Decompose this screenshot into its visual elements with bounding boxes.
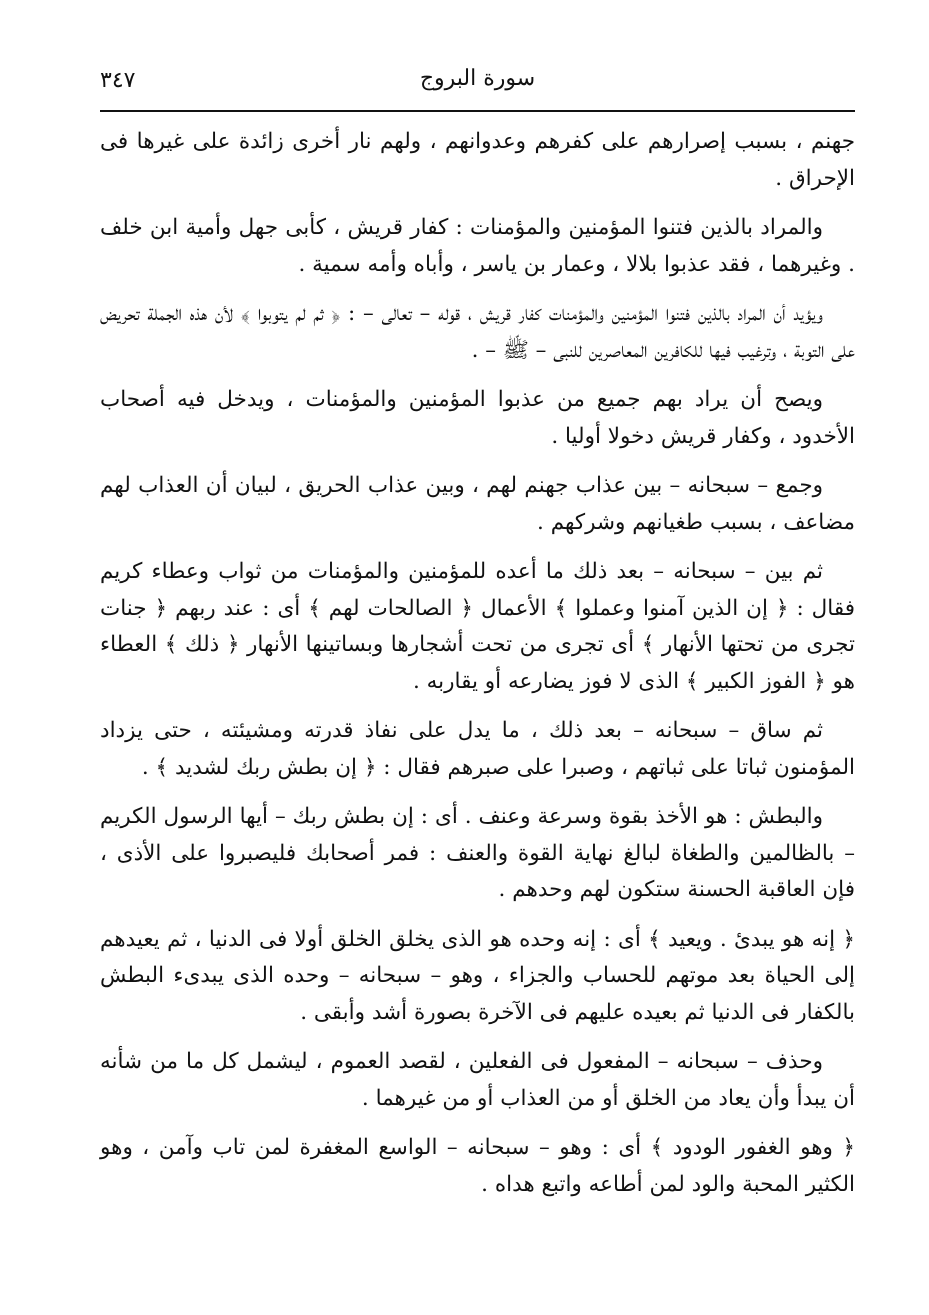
- book-page: [100, 62, 855, 1282]
- paragraph: ﴿ إنه هو يبدئ . ويعيد ﴾ أى : إنه وحده هو الذى يخلق الخلق أولا فى الدنيا ، ثم يعيدهم إلى الحياة بعد موتهم للحساب والجزاء ، وهو – سبحانه – وحده الذى يبدىء البطش بالكفار فى الدنيا ثم بعيده عليهم فى الآخرة بصورة أشد وأبقى .: [100, 926, 855, 1025]
- paragraph: والمراد بالذين فتنوا المؤمنين والمؤمنات : كفار قريش ، كأبى جهل وأمية ابن خلف . وغيرهما ، فقد عذبوا بلالا ، وعمار بن ياسر ، وأباه وأمه سمية .: [100, 215, 855, 277]
- paragraph: ويؤيد أن المراد بالذين فتنوا المؤمنين والمؤمنات كفار قريش ، قوله – تعالى – : ﴿ ثم لم يتوبوا ﴾ لأن هذه الجملة تحريض على التوبة ، وترغيب فيها للكافرين المعاصرين للنبى – ﷺ – .: [100, 301, 855, 363]
- paragraph: ويصح أن يراد بهم جميع من عذبوا المؤمنين والمؤمنات ، ويدخل فيه أصحاب الأخدود ، وكفار قريش دخولا أوليا .: [100, 387, 855, 449]
- paragraph: ﴿ وهو الغفور الودود ﴾ أى : وهو – سبحانه – الواسع المغفرة لمن تاب وآمن ، وهو الكثير المحبة والود لمن أطاعه واتبع هداه .: [100, 1135, 855, 1197]
- body-text: [100, 112, 855, 1203]
- surah-title: سورة البروج: [419, 66, 536, 91]
- paragraph: جهنم ، بسبب إصرارهم على كفرهم وعدوانهم ، ولهم نار أخرى زائدة على غيرها فى الإحراق .: [100, 129, 855, 191]
- paragraph: ثم بين – سبحانه – بعد ذلك ما أعده للمؤمنين والمؤمنات من ثواب وعطاء كريم فقال : ﴿ إن الذين آمنوا وعملوا ﴾ الأعمال ﴿ الصالحات لهم ﴾ أى : عند ربهم ﴿ جنات تجرى من تحتها الأنهار ﴾ أى تجرى من تحت أشجارها وبساتينها الأنهار ﴿ ذلك ﴾ العطاء هو ﴿ الفوز الكبير ﴾ الذى لا فوز يضارعه أو يقاربه .: [100, 559, 855, 694]
- paragraph: وجمع – سبحانه – بين عذاب جهنم لهم ، وبين عذاب الحريق ، لبيان أن العذاب لهم مضاعف ، بسبب طغيانهم وشركهم .: [100, 473, 855, 535]
- paragraph: وحذف – سبحانه – المفعول فى الفعلين ، لقصد العموم ، ليشمل كل ما من شأنه أن يبدأ وأن يعاد من الخلق أو من العذاب أو من غيرهما .: [100, 1049, 855, 1111]
- page-number: ٣٤٧: [100, 68, 136, 93]
- paragraph: ثم ساق – سبحانه – بعد ذلك ، ما يدل على نفاذ قدرته ومشيئته ، حتى يزداد المؤمنون ثباتا على ثباتهم ، وصبرا على صبرهم فقال : ﴿ إن بطش ربك لشديد ﴾ .: [100, 718, 855, 780]
- page-header: [100, 62, 855, 112]
- paragraph: والبطش : هو الأخذ بقوة وسرعة وعنف . أى : إن بطش ربك – أيها الرسول الكريم – بالظالمين والطغاة لبالغ نهاية القوة والعنف : فمر أصحابك فليصبروا على الأذى ، فإن العاقبة الحسنة ستكون لهم وحدهم .: [100, 804, 855, 902]
